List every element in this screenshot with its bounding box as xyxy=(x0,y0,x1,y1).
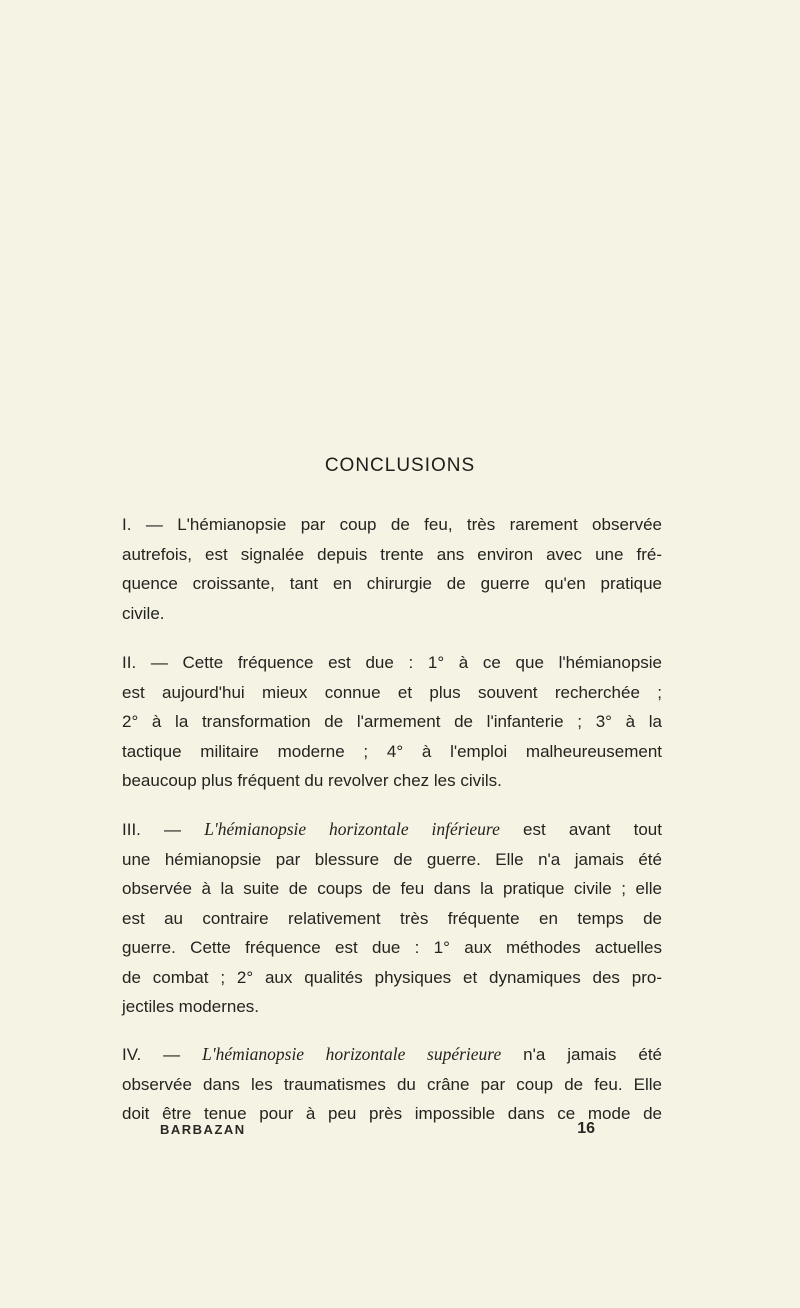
paragraph-label: IV. — xyxy=(122,1045,203,1064)
italic-term: L'hémianopsie horizontale inférieure xyxy=(204,819,500,839)
paragraph-conclusion-1 xyxy=(122,510,662,628)
paragraph-conclusion-2 xyxy=(122,648,662,796)
paragraph-conclusion-3 xyxy=(122,815,662,1022)
page-number: 16 xyxy=(577,1120,595,1137)
paragraph-line: quence croissante, tant en chirurgie de guerre qu'en pratique xyxy=(122,574,662,593)
paragraph-line: de combat ; 2° aux qualités physiques et dynamiques des pro- xyxy=(122,967,662,987)
paragraph-line: une hémianopsie par blessure de guerre. Elle n'a jamais été xyxy=(122,849,662,869)
paragraph-line: observée dans les traumatismes du crâne par coup de feu. Elle xyxy=(122,1074,662,1094)
paragraph-label: III. — xyxy=(122,820,205,839)
page-title: CONCLUSIONS xyxy=(324,455,476,476)
paragraph-line: civile. xyxy=(122,603,165,623)
paragraph-line xyxy=(122,815,662,845)
paragraph-line: beaucoup plus fréquent du revolver chez les civils. xyxy=(122,771,502,790)
signature-mark: BARBAZAN xyxy=(160,1122,246,1137)
page-footer xyxy=(160,1122,650,1144)
paragraph-line: autrefois, est signalée depuis trente ans environ avec une fré- xyxy=(122,544,662,564)
paragraph-line: II. — Cette fréquence est due : 1° à ce que l'hémianopsie xyxy=(122,653,662,672)
paragraph-line xyxy=(122,1040,662,1070)
paragraph-line: jectiles modernes. xyxy=(122,997,260,1016)
paragraph-line: est aujourd'hui mieux connue et plus souvent recherchée ; xyxy=(122,682,662,702)
paragraph-line: 2° à la transformation de l'armement de l'infanterie ; 3° à la xyxy=(122,712,662,731)
paragraph-line: tactique militaire moderne ; 4° à l'emploi malheureusement xyxy=(122,741,662,761)
paragraph-line-rest: est avant tout xyxy=(499,820,662,839)
paragraph-line: doit être tenue pour à peu près impossible dans ce mode de xyxy=(122,1104,662,1123)
paragraph-conclusion-4 xyxy=(122,1040,662,1129)
paragraph-line: est au contraire relativement très fréquente en temps de xyxy=(122,908,662,928)
paragraph-line: I. — L'hémianopsie par coup de feu, très rarement observée xyxy=(122,515,662,534)
paragraph-line-rest: n'a jamais été xyxy=(501,1045,662,1064)
italic-term: L'hémianopsie horizontale supérieure xyxy=(202,1044,502,1064)
paragraph-line: guerre. Cette fréquence est due : 1° aux méthodes actuelles xyxy=(122,938,662,957)
paragraph-line: observée à la suite de coups de feu dans la pratique civile ; elle xyxy=(122,879,662,898)
